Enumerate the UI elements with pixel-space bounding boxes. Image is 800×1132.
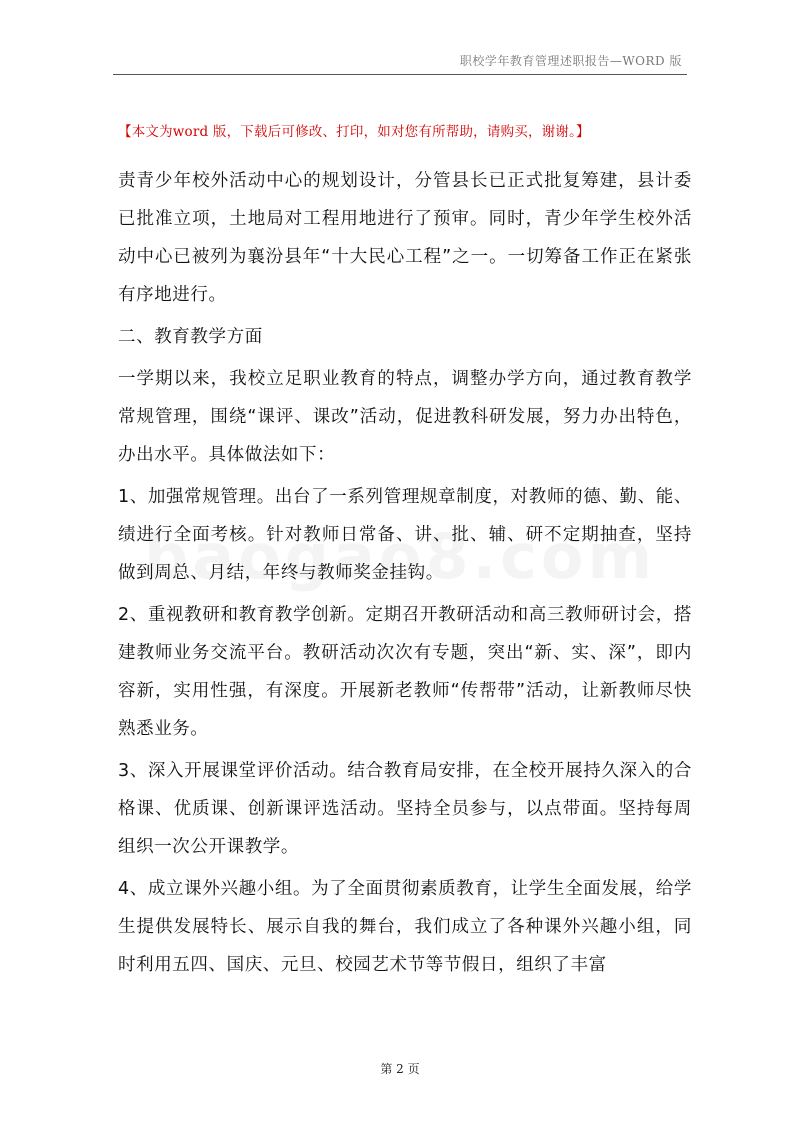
- document-body: [118, 162, 692, 988]
- paragraph: 1、加强常规管理。出台了一系列管理规章制度，对教师的德、勤、能、绩进行全面考核。针对教师日常备、讲、批、辅、研不定期抽查，坚持做到周总、月结，年终与教师奖金挂钩。: [118, 487, 692, 583]
- paragraph: 2、重视教研和教育教学创新。定期召开教研活动和高三教师研讨会，搭建教师业务交流平台。教研活动次次有专题，突出“新、实、深”，即内容新，实用性强，有深度。开展新老教师“传帮带”活动，让新教师尽快熟悉业务。: [118, 605, 692, 739]
- paragraph: 4、成立课外兴趣小组。为了全面贯彻素质教育，让学生全面发展，给学生提供发展特长、展示自我的舞台，我们成立了各种课外兴趣小组，同时利用五四、国庆、元旦、校园艺术节等节假日，组织了丰富: [118, 879, 692, 975]
- header-divider: [113, 74, 687, 75]
- paragraph: 责青少年校外活动中心的规划设计，分管县长已正式批复筹建，县计委已批准立项，土地局对工程用地进行了预审。同时，青少年学生校外活动中心已被列为襄汾县年“十大民心工程”之一。一切筹备工作正在紧张有序地进行。: [118, 171, 692, 305]
- paragraph: 3、深入开展课堂评价活动。结合教育局安排，在全校开展持久深入的合格课、优质课、创新课评选活动。坚持全员参与，以点带面。坚持每周组织一次公开课教学。: [118, 761, 692, 857]
- page-header-title: 职校学年教育管理述职报告—WORD 版: [459, 54, 682, 68]
- section-heading: 二、教育教学方面: [118, 327, 263, 347]
- page-number: 第 2 页: [380, 1062, 420, 1076]
- download-notice: 【本文为word 版，下载后可修改、打印，如对您有所帮助，请购买，谢谢。】: [118, 124, 590, 140]
- paragraph: 一学期以来，我校立足职业教育的特点，调整办学方向，通过教育教学常规管理，围绕“课评、课改”活动，促进教科研发展，努力办出特色，办出水平。具体做法如下：: [118, 369, 692, 465]
